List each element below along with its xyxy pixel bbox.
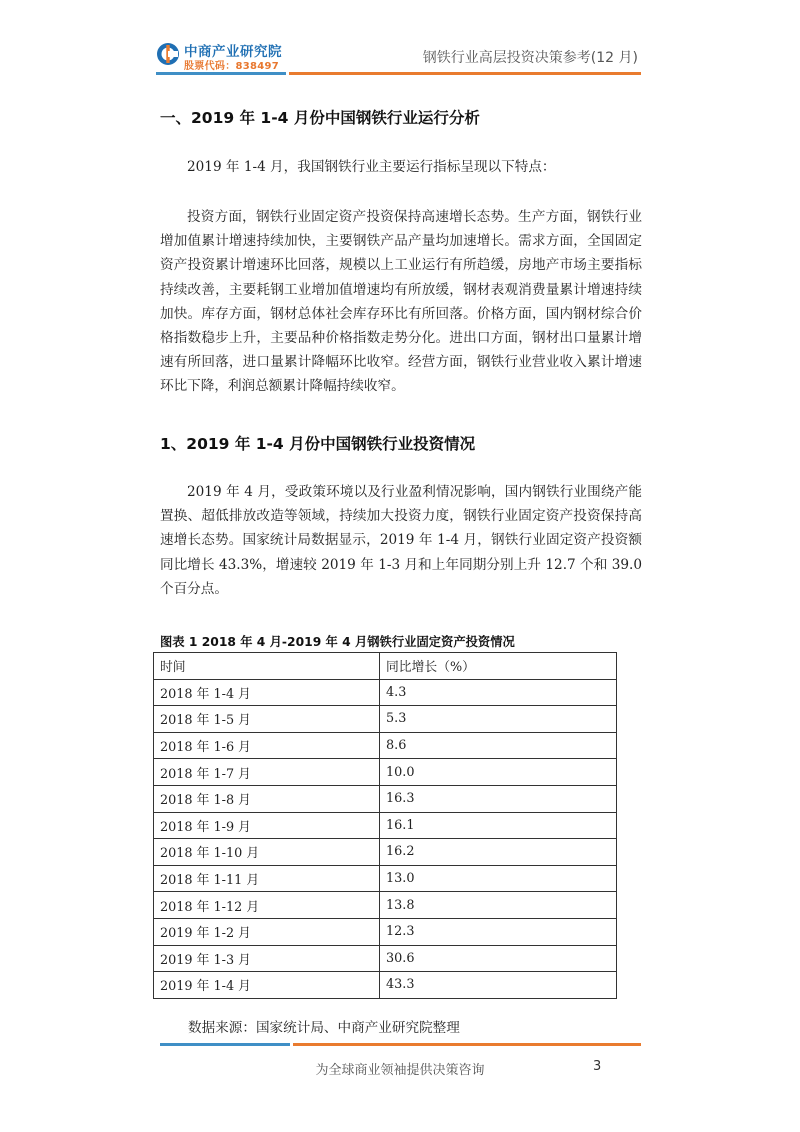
table-row (154, 972, 617, 999)
table-row (154, 679, 617, 706)
data-source-note: 数据来源：国家统计局、中商产业研究院整理 (188, 1020, 460, 1036)
logo-mark-icon (156, 42, 180, 66)
footer-slogan: 为全球商业领袖提供决策咨询 (315, 1063, 485, 1078)
table-row (154, 918, 617, 945)
table-header-cell: 同比增长（%） (380, 653, 617, 680)
footer-rule-orange (293, 1043, 641, 1046)
logo-stock-code: 股票代码：838497 (184, 61, 280, 72)
summary-paragraph: 投资方面，钢铁行业固定资产投资保持高速增长态势。生产方面，钢铁行业增加值累计增速持续加快，主要钢铁产品产量均加速增长。需求方面，全国固定资产投资累计增速环比回落，规模以上工业运行有所趋缓，房地产市场主要指标持续改善，主要耗钢工业增加值增速均有所放缓，钢材表观消费量累计增速持续加快。库存方面，钢材总体社会库存环比有所回落。价格方面，国内钢材综合价格指数稳步上升，主要品种价格指数走势分化。进出口方面，钢材出口量累计增速有所回落，进口量累计降幅环比收窄。经营方面，钢铁行业营业收入累计增速环比下降，利润总额累计降幅持续收窄。 (160, 209, 642, 395)
growth-rate-cell: 8.6 (380, 732, 617, 759)
investment-paragraph: 2019 年 4 月，受政策环境以及行业盈利情况影响，国内钢铁行业围绕产能置换、超低排放改造等领域，持续加大投资力度，钢铁行业固定资产投资保持高速增长态势。国家统计局数据显示，2019 年 1-4 月，钢铁行业固定资产投资额同比增长 43.3%，增速较 2019 年 1-3 月和上年同期分别上升 12.7 个和 39.0 个百分点。 (160, 484, 642, 597)
section-heading: 一、2019 年 1-4 月份中国钢铁行业运行分析 (160, 109, 480, 127)
growth-rate-cell: 30.6 (380, 945, 617, 972)
growth-rate-cell: 16.3 (380, 785, 617, 812)
growth-rate-cell: 43.3 (380, 972, 617, 999)
intro-paragraph: 2019 年 1-4 月，我国钢铁行业主要运行指标呈现以下特点： (187, 159, 556, 175)
period-cell: 2018 年 1-11 月 (154, 865, 380, 892)
logo-company-name: 中商产业研究院 (184, 44, 282, 60)
period-cell: 2019 年 1-2 月 (154, 918, 380, 945)
growth-rate-cell: 10.0 (380, 759, 617, 786)
table-row (154, 892, 617, 919)
period-cell: 2019 年 1-4 月 (154, 972, 380, 999)
period-cell: 2018 年 1-7 月 (154, 759, 380, 786)
period-cell: 2018 年 1-5 月 (154, 706, 380, 733)
table-row (154, 839, 617, 866)
table-row (154, 706, 617, 733)
growth-rate-cell: 13.0 (380, 865, 617, 892)
growth-rate-cell: 12.3 (380, 918, 617, 945)
table-caption: 图表 1 2018 年 4 月-2019 年 4 月钢铁行业固定资产投资情况 (160, 635, 515, 649)
period-cell: 2018 年 1-6 月 (154, 732, 380, 759)
table-row (154, 759, 617, 786)
table-row (154, 865, 617, 892)
investment-table (153, 652, 617, 999)
table-row (154, 785, 617, 812)
table-row (154, 732, 617, 759)
growth-rate-cell: 16.2 (380, 839, 617, 866)
page-number: 3 (593, 1059, 602, 1074)
table-row (154, 812, 617, 839)
table-header-row (154, 653, 617, 680)
period-cell: 2018 年 1-12 月 (154, 892, 380, 919)
growth-rate-cell: 4.3 (380, 679, 617, 706)
growth-rate-cell: 5.3 (380, 706, 617, 733)
header-rule-orange (289, 72, 641, 75)
growth-rate-cell: 16.1 (380, 812, 617, 839)
subsection-heading: 1、2019 年 1-4 月份中国钢铁行业投资情况 (160, 435, 476, 453)
period-cell: 2018 年 1-9 月 (154, 812, 380, 839)
report-title: 钢铁行业高层投资决策参考(12 月) (422, 50, 638, 66)
period-cell: 2018 年 1-8 月 (154, 785, 380, 812)
table-header-cell: 时间 (154, 653, 380, 680)
period-cell: 2018 年 1-4 月 (154, 679, 380, 706)
company-logo (156, 40, 286, 74)
header-rule-blue (156, 72, 286, 75)
period-cell: 2018 年 1-10 月 (154, 839, 380, 866)
footer-rule-blue (160, 1043, 290, 1046)
growth-rate-cell: 13.8 (380, 892, 617, 919)
table-row (154, 945, 617, 972)
period-cell: 2019 年 1-3 月 (154, 945, 380, 972)
